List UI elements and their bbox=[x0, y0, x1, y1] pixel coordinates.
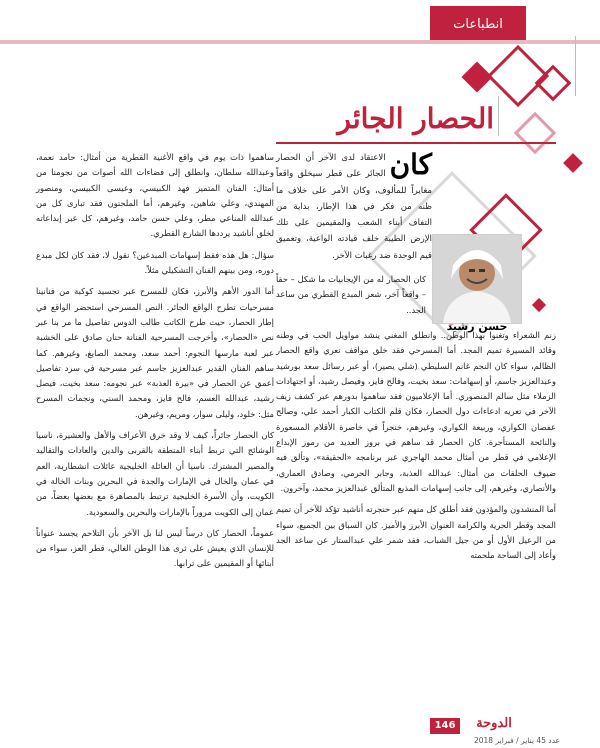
section-label: انطباعات bbox=[430, 6, 526, 44]
article-paragraph: أما المنشدون والمؤدون فقد أطلق كل منهم عبر حنجرته أناشيد تؤكد للآخر أن تميم المجد وقطر الحرية والكرامة العنوان الأبرز والأميز. كان السباق بين الجميع، سواء من الرعيل الأول أو من جيل الشباب، فقد شمر علي عبدالستار عن ساعد الجد وأعاد إلى الساحة ملحمته bbox=[276, 504, 556, 561]
article-paragraph: كان الحصار جائراً، كيف لا وقد خرق الأعراف والأهل والعشيرة، ناسيا الوشائج التي تربط أبناء المنطقة بالقربى والدين والعادات والتقاليد والمصير المشترك. ناسيا أن العائلة الخليجية عائلات انشطارية، العم في عمان والخال في الإمارات والجدة في البحرين وبنات الخالة في الكويت، وأن الأسرة الخليجية ترتبط بالمصاهرة مع بعضها بعضاً، من عمان إلى الكويت مروراً بالإمارات والبحرين والسعودية. bbox=[36, 430, 274, 517]
title-underline bbox=[276, 142, 556, 144]
decor-vertical-line bbox=[575, 36, 576, 96]
decor-vertical-line-2 bbox=[498, 96, 499, 136]
author-photo bbox=[432, 234, 522, 324]
article-paragraph: سؤال: هل هذه فقط إسهامات المبدعين؟ نقول لا، فقد كان لكل مبدع دوره، ومن بينهم الفنان التشكيلي مثلاً. bbox=[36, 249, 274, 276]
article-paragraph: كان الحصار له من الإيجابيات ما شكل – حقاً – واقعاً آخر، شعر المبدع القطري من ساعد الجد.. bbox=[276, 274, 426, 315]
author-name: حسن رشيد bbox=[446, 320, 508, 333]
article-lead: الاعتقاد لدى الآخر أن الحصار الجائر على قطر سيخلق واقعاً مغايراً للمألوف، وكان الأمر على خلاف ما ظنه من فكر في هذا الإطار، بداية من التفاف أبناء الشعب والمقيمين على تلك الإرض الطيبة خلف قيادته الواعية، وتعميق قيم الوحدة ضد رغبات الآخر. bbox=[276, 153, 432, 261]
page-number: 146 bbox=[430, 718, 460, 734]
author-portrait-icon bbox=[433, 235, 521, 323]
article-column-right-mid bbox=[276, 272, 426, 324]
decor-diamond-small bbox=[563, 153, 583, 173]
issue-info: عدد 45 يناير / فبراير 2018 bbox=[473, 736, 560, 745]
decor-diamond-pink bbox=[514, 112, 556, 154]
article-column-left bbox=[36, 150, 274, 578]
article-paragraph: عموماً، الحصار كان درساً ليس لنا بل الآخر بأن التلاحم يجسد عنواناً للإنسان الذي يعيش على ثرى هذا الوطن الغالي، قطر العز، سواء من أبنائها أو المقيمين على ترابها. bbox=[36, 527, 274, 569]
article-column-right-top bbox=[276, 150, 432, 264]
header-underline bbox=[0, 40, 600, 44]
article-paragraph: زنم الشعراء وتغنوا بهذا الوطن.. وانطلق المغني ينشد مواويل الحب في وطنه وقائد المسيرة تميم المجد. أما المسرحي فقد خلق مواقف تعري واقع الحصار الظالم، سواء كان النجم غانم السليطي (شلي يصير)، أو عبر رسائل سعد بورشيد وعبدالعزيز جاسم، أو إسهامات: سعد بخيت، وفالح فايز، وفيصل رشيد، أو اجتهادات الزملاء مثل سالم المنصوري. أما الإعلاميون فقد ساهموا بدورهم عبر كشف زيف الآخر في تعريه ادعاءات دول الحصار، فكان قلم الكتاب الكبار أحمد علي، وصالح عفصان الكواري، وربيعة الكواري، وغيرهم، خنجراً في خاصرة الأقلام المسعورة والنائحة المستأجرة. كان الحصار قد ساهم في بروز العديد من رموز الإبداع الإعلامي في قطر من أمثال محمد الهاجري عبر برنامجه «الحقيقة»، وتألق فيه ضيوف الحلقات من أمثال: عبدالله العذبة، وجابر الحرمي، وصادق العماري، والأنصاري، وغيرهم، إلى جانب إسهامات المذيع المتألق عبدالعزيز محمد، وآخرون. bbox=[276, 330, 556, 493]
magazine-logo: الدوحة bbox=[476, 716, 512, 731]
article-paragraph: أما الدور الأهم والأبرز، فكان للمسرح عبر تجسيد كوكبة من فنانينا مسرحيات تطرح الواقع الجائر. النص المسرحي استحضر الواقع في إطار الحصار، حيث طرح الكاتب طالب الدوس تفاصيل ما مر بنا عبر نص «الحصار»، وأخرجت المسرحية الفنانة حنان صادق على الخشبة عبر لعبة مارسها النجوم: أحمد سعد، ومحمد الصايغ، وغيرهم. كما ساهم الفنان القدير عبدالعزيز جاسم عبر مسرحية في سرد تفاصيل أعمق عن الحصار في «بيرة العذبة» عبر نجومه: سعد بخيت، فيصل رشيد، عبدالله العسم، فالح فايز، ومحمد السني، ونجمات المسرح مثل: خلود، وليلى سوار، ومريم، وغيرهن. bbox=[36, 286, 274, 419]
article-dropcap: كان bbox=[389, 148, 432, 181]
decor-diamond-small-2 bbox=[532, 298, 546, 312]
article-title: الحصار الجائر bbox=[337, 102, 494, 135]
article-column-right-bottom bbox=[276, 328, 556, 569]
article-paragraph: ساهموا ذات يوم في واقع الأغنية القطرية من أمثال: حامد نعمة، وعبدالله سلطان، وانطلق إلى فضاءات الله أصوات من نجومنا من أمثال: الفنان المتميز فهد الكبيسي، وعيسى الكبيسي، ومنصور المهندي، وعلي شاهين، وغيرهم، أما الملحنون فقد تبارى كل من عبدالله المناعي مطر، وعلي حسن حامد، وغيرهم، كل عبر إبداعاته لخلق أناشيد يرددها الشارع القطري. bbox=[36, 152, 274, 239]
